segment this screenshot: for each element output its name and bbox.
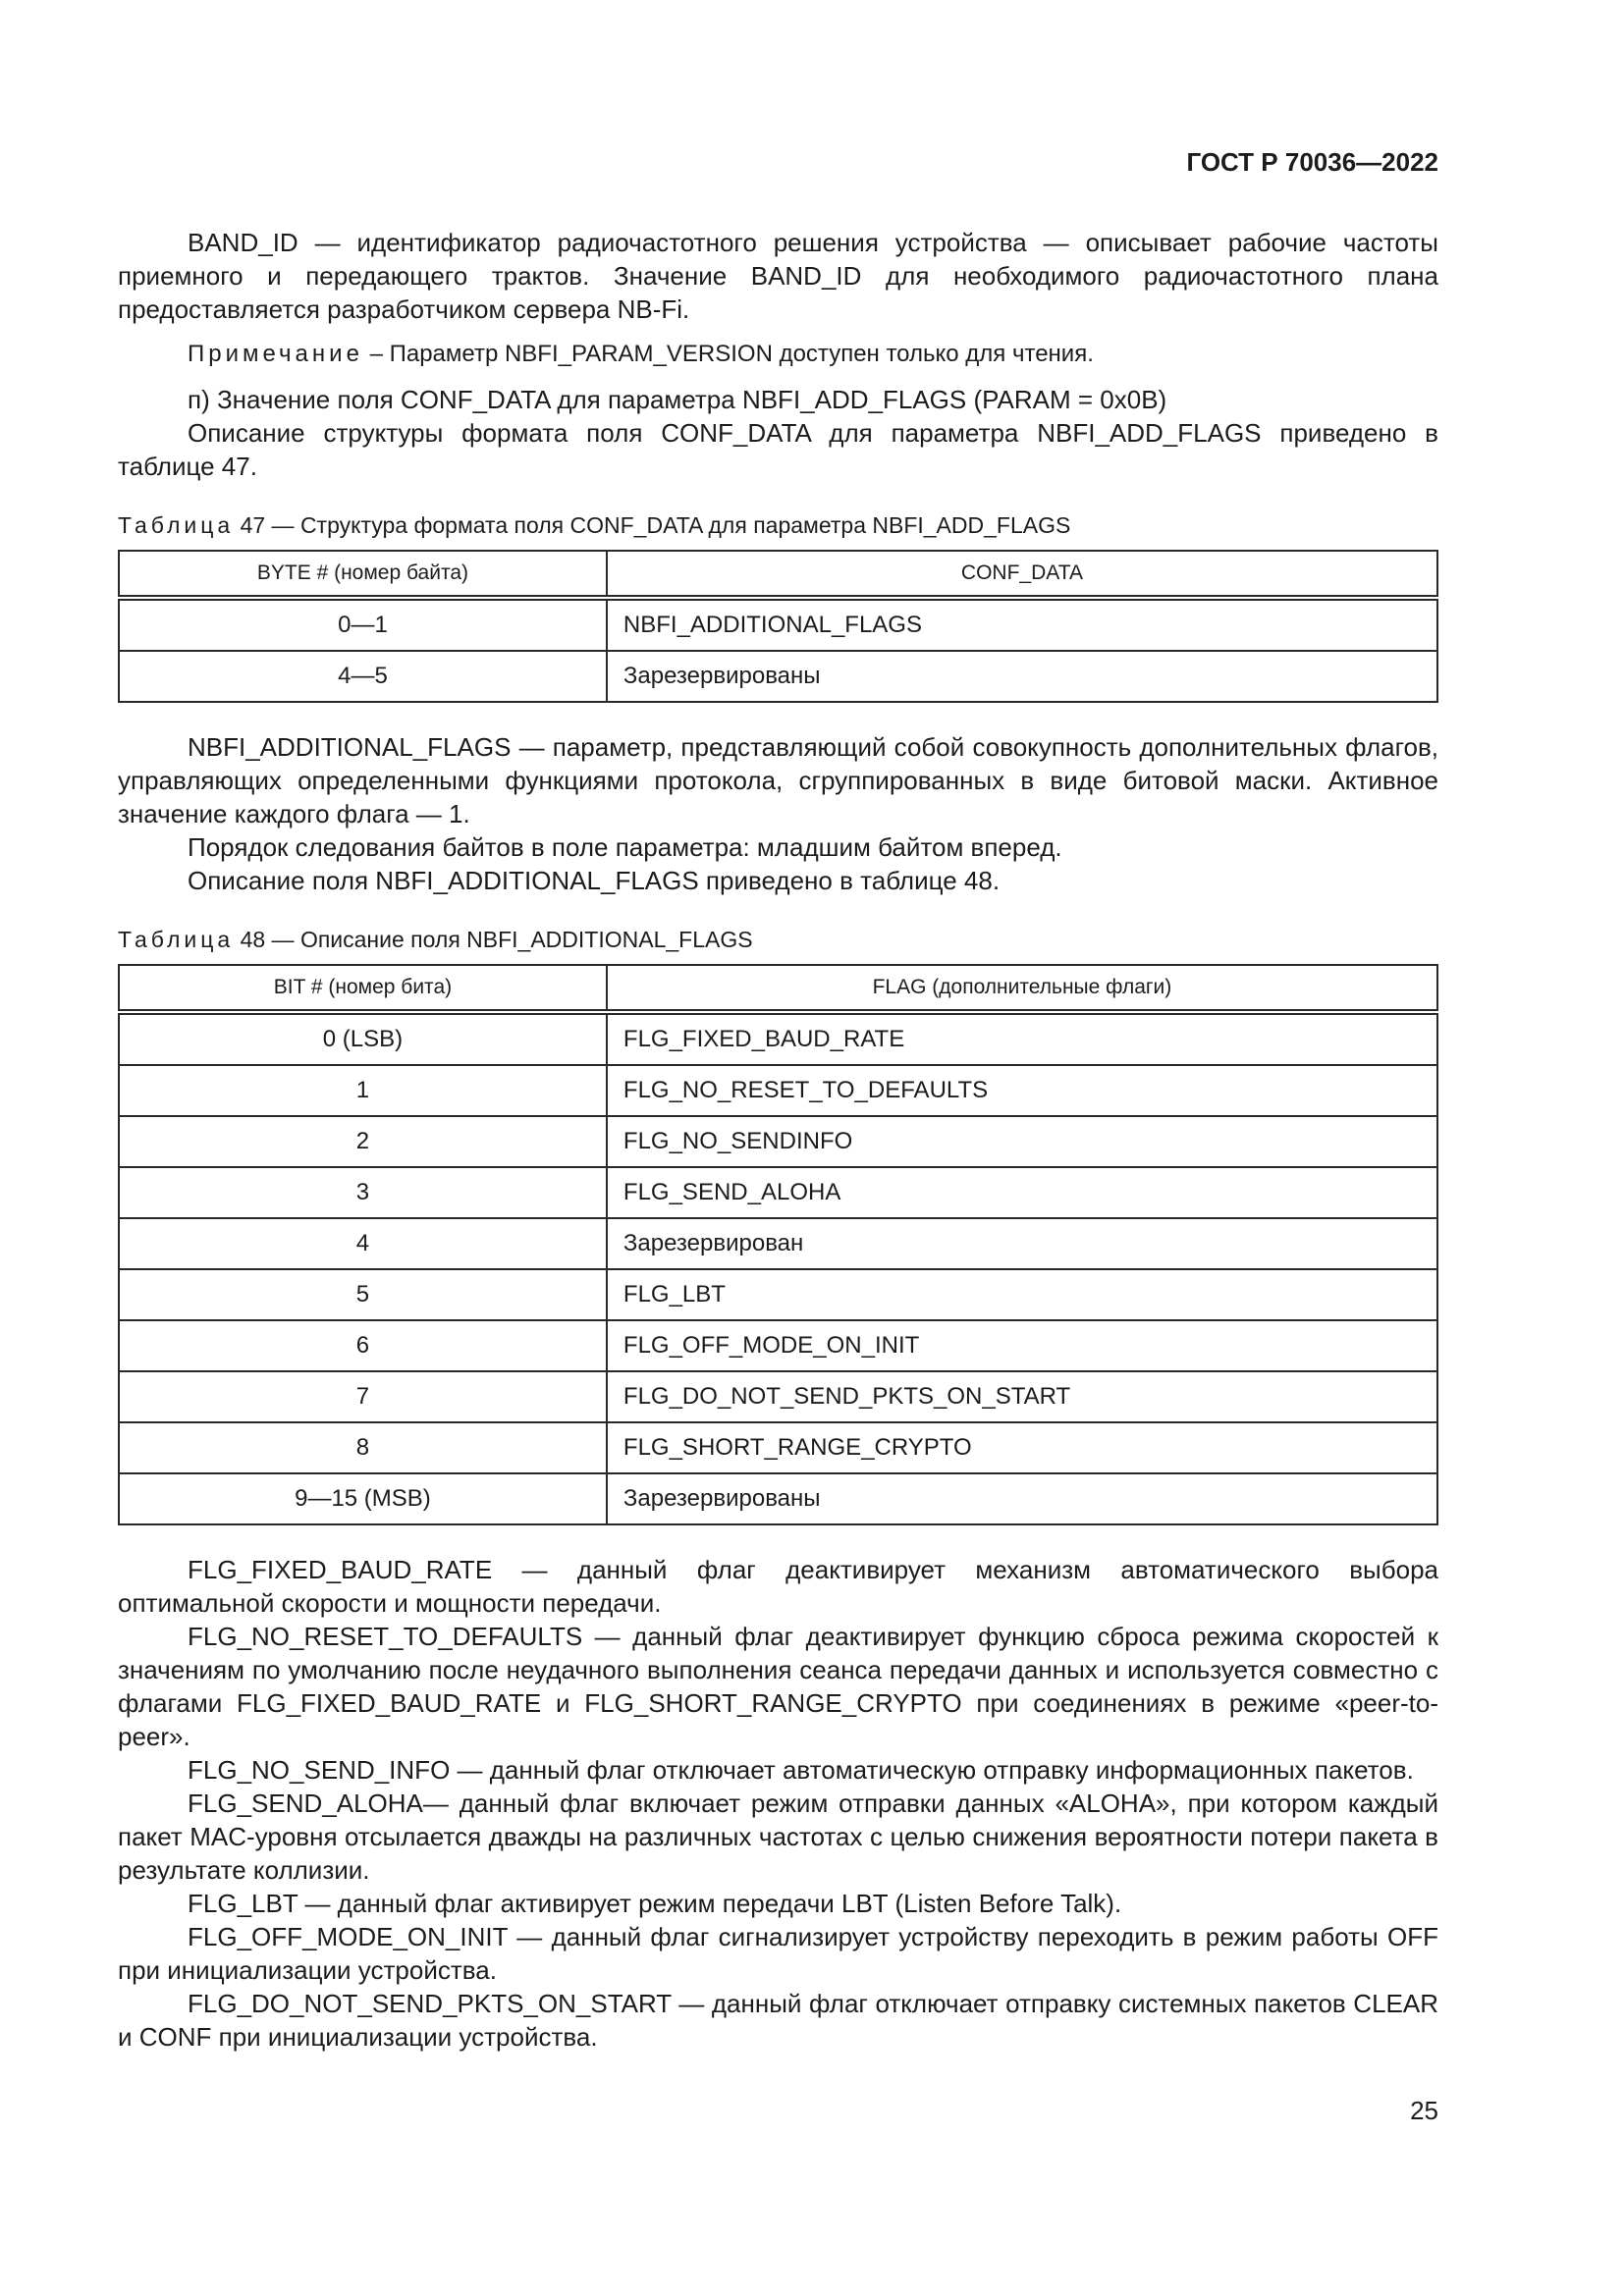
table48-caption-text: 48 — Описание поля NBFI_ADDITIONAL_FLAGS xyxy=(234,927,753,952)
table47-caption-label: Таблица xyxy=(118,512,235,538)
table47-caption xyxy=(118,510,1438,540)
table-cell: 3 xyxy=(119,1167,607,1218)
note xyxy=(118,338,1438,371)
table-cell: 1 xyxy=(119,1065,607,1116)
table-cell: 4 xyxy=(119,1218,607,1269)
table-cell: Зарезервированы xyxy=(607,651,1437,702)
table-row xyxy=(119,1320,1437,1371)
table-row xyxy=(119,1167,1437,1218)
table-cell: 9—15 (MSB) xyxy=(119,1473,607,1524)
flags-paragraph: Описание поля NBFI_ADDITIONAL_FLAGS приведено в таблице 48. xyxy=(188,866,1001,895)
flag-description: FLG_OFF_MODE_ON_INIT — данный флаг сигнализирует устройству переходить в режим работы OFF при инициализации устройства. xyxy=(118,1922,1438,1985)
table-cell: 5 xyxy=(119,1269,607,1320)
table-header-cell: FLAG (дополнительные флаги) xyxy=(607,965,1437,1012)
table-cell: 7 xyxy=(119,1371,607,1422)
flag-description: FLG_DO_NOT_SEND_PKTS_ON_START — данный флаг отключает отправку системных пакетов CLEAR и CONF при инициализации устройства. xyxy=(118,1989,1438,2052)
flag-description: FLG_SEND_ALOHA— данный флаг включает режим отправки данных «ALOHA», при котором каждый пакет MAC-уровня отсылается дважды на различных частотах с целью снижения вероятности потери пакета в результате коллизии. xyxy=(118,1789,1438,1885)
flag-description: FLG_NO_SEND_INFO — данный флаг отключает автоматическую отправку информационных пакетов. xyxy=(188,1755,1414,1785)
table-47 xyxy=(118,550,1438,703)
table-cell: FLG_FIXED_BAUD_RATE xyxy=(607,1012,1437,1065)
item-n-heading: п) Значение поля CONF_DATA для параметра NBFI_ADD_FLAGS (PARAM = 0x0B) xyxy=(188,385,1167,414)
note-text: – Параметр NBFI_PARAM_VERSION доступен только для чтения. xyxy=(362,341,1094,367)
table-cell: 6 xyxy=(119,1320,607,1371)
flag-description: FLG_FIXED_BAUD_RATE — данный флаг деактивирует механизм автоматического выбора оптимальной скорости и мощности передачи. xyxy=(118,1555,1438,1618)
page-number: 25 xyxy=(1410,2096,1438,2125)
flag-description: FLG_LBT — данный флаг активирует режим передачи LBT (Listen Before Talk). xyxy=(188,1889,1122,1918)
table-cell: NBFI_ADDITIONAL_FLAGS xyxy=(607,598,1437,651)
page-body xyxy=(118,226,1438,2054)
table47-caption-text: 47 — Структура формата поля CONF_DATA для параметра NBFI_ADD_FLAGS xyxy=(234,512,1071,538)
table-cell: 8 xyxy=(119,1422,607,1473)
table-header-cell: BYTE # (номер байта) xyxy=(119,551,607,598)
table-header-cell: BIT # (номер бита) xyxy=(119,965,607,1012)
table-cell: FLG_LBT xyxy=(607,1269,1437,1320)
table-cell: 4—5 xyxy=(119,651,607,702)
flag-description: FLG_NO_RESET_TO_DEFAULTS — данный флаг деактивирует функцию сброса режима скоростей к значениям по умолчанию после неудачного выполнения сеанса передачи данных и используется совместно с флагами FLG_FIXED_BAUD_RATE и FLG_SHORT_RANGE_CRYPTO при соединениях в режиме «peer-to-peer». xyxy=(118,1622,1438,1751)
table-cell: 2 xyxy=(119,1116,607,1167)
table-row xyxy=(119,598,1437,651)
table-row xyxy=(119,1065,1437,1116)
table-header-row xyxy=(119,551,1437,598)
document-code: ГОСТ Р 70036—2022 xyxy=(1186,147,1438,177)
table-row xyxy=(119,1473,1437,1524)
note-label: Примечание xyxy=(188,341,363,367)
table-cell: FLG_SEND_ALOHA xyxy=(607,1167,1437,1218)
table-cell: 0 (LSB) xyxy=(119,1012,607,1065)
table-cell: Зарезервированы xyxy=(607,1473,1437,1524)
table-cell: Зарезервирован xyxy=(607,1218,1437,1269)
table-row xyxy=(119,1218,1437,1269)
flags-paragraph: NBFI_ADDITIONAL_FLAGS — параметр, представляющий собой совокупность дополнительных флагов, управляющих определенными функциями протокола, сгруппированных в виде битовой маски. Активное значение каждого флага — 1. xyxy=(118,732,1438,828)
table48-caption-label: Таблица xyxy=(118,927,235,952)
table-row xyxy=(119,1422,1437,1473)
table-row xyxy=(119,1116,1437,1167)
table-cell: FLG_NO_RESET_TO_DEFAULTS xyxy=(607,1065,1437,1116)
table-cell: FLG_NO_SENDINFO xyxy=(607,1116,1437,1167)
band-id-paragraph: BAND_ID — идентификатор радиочастотного решения устройства — описывает рабочие частоты приемного и передающего трактов. Значение BAND_ID для необходимого радиочастотного плана предоставляется разработчиком сервера NB-Fi. xyxy=(118,228,1438,324)
table-row xyxy=(119,1269,1437,1320)
table-header-cell: CONF_DATA xyxy=(607,551,1437,598)
table-row xyxy=(119,1371,1437,1422)
table-header-row xyxy=(119,965,1437,1012)
table48-caption xyxy=(118,925,1438,954)
item-n-description: Описание структуры формата поля CONF_DATA для параметра NBFI_ADD_FLAGS приведено в таблице 47. xyxy=(118,418,1438,481)
table-48 xyxy=(118,964,1438,1525)
table-row xyxy=(119,1012,1437,1065)
table-cell: FLG_SHORT_RANGE_CRYPTO xyxy=(607,1422,1437,1473)
table-row xyxy=(119,651,1437,702)
table-cell: 0—1 xyxy=(119,598,607,651)
table-cell: FLG_OFF_MODE_ON_INIT xyxy=(607,1320,1437,1371)
table-cell: FLG_DO_NOT_SEND_PKTS_ON_START xyxy=(607,1371,1437,1422)
flags-paragraph: Порядок следования байтов в поле параметра: младшим байтом вперед. xyxy=(188,832,1062,862)
